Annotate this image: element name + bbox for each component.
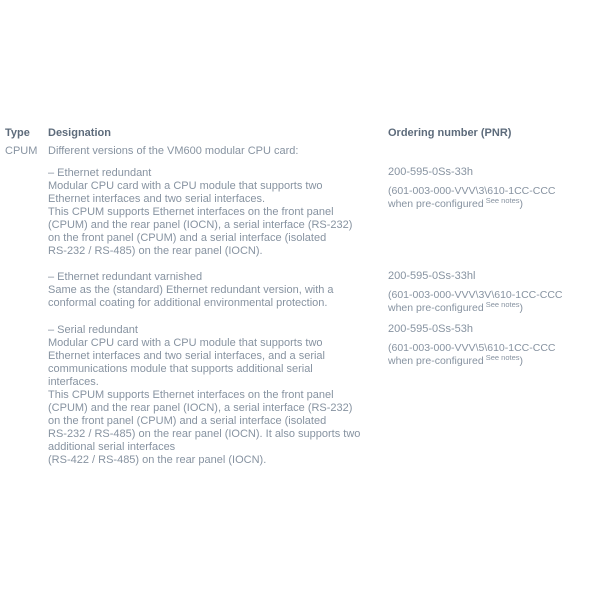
entry-text-line: conformal coating for additional environmental protection. — [48, 297, 328, 309]
preconfig-line2 — [388, 302, 598, 315]
entry-text-line: Modular CPU card with a CPU module that supports two — [48, 180, 323, 192]
preconfig-line1: (601-003-000-VVV\5\610-1CC-CCC — [388, 342, 556, 354]
pnr-preconfigured — [388, 342, 598, 367]
entry-text-line: (RS-422 / RS-485) on the rear panel (IOCN). — [48, 454, 267, 466]
entry-title: – Serial redundant — [48, 324, 138, 336]
column-header-designation: Designation — [48, 127, 111, 139]
column-header-ordering: Ordering number (PNR) — [388, 127, 512, 139]
pnr-value: 200-595-0Ss-33h — [388, 166, 474, 178]
entry-text-line: RS-232 / RS-485) on the rear panel (IOCN). — [48, 245, 263, 257]
entry-text-line: on the front panel (CPUM) and a serial interface (isolated — [48, 415, 327, 427]
entry-text-line: interfaces. — [48, 376, 99, 388]
entry-title: – Ethernet redundant — [48, 167, 152, 179]
entry-text-line: Ethernet interfaces and two serial interfaces, and a serial — [48, 350, 325, 362]
preconfig-close-paren: ) — [519, 354, 524, 367]
preconfig-line1: (601-003-000-VVV\3V\610-1CC-CCC — [388, 289, 563, 301]
preconfig-line1: (601-003-000-VVV\3\610-1CC-CCC — [388, 185, 556, 197]
entry-ordering — [388, 166, 598, 210]
preconfig-text: when pre-configured — [388, 197, 484, 210]
pnr-value: 200-595-0Ss-33hl — [388, 270, 476, 282]
entry-text-line: communications module that supports additional serial — [48, 363, 313, 375]
preconfig-line2 — [388, 355, 598, 368]
entry-text-line: on the front panel (CPUM) and a serial interface (isolated — [48, 232, 327, 244]
row-intro-text: Different versions of the VM600 modular CPU card: — [48, 145, 299, 157]
preconfig-text: when pre-configured — [388, 301, 484, 314]
entry-text-line: This CPUM supports Ethernet interfaces on the front panel — [48, 206, 334, 218]
entry-text-line: This CPUM supports Ethernet interfaces on the front panel — [48, 389, 334, 401]
pnr-value: 200-595-0Ss-53h — [388, 323, 474, 335]
preconfig-close-paren: ) — [519, 197, 524, 210]
see-notes-superscript: See notes — [485, 300, 520, 309]
column-header-type: Type — [5, 127, 30, 139]
type-value: CPUM — [5, 145, 38, 157]
preconfig-line2 — [388, 198, 598, 211]
entry-text-line: Same as the (standard) Ethernet redundant version, with a — [48, 284, 334, 296]
entry-text-line: additional serial interfaces — [48, 441, 176, 453]
entry-text-line: (CPUM) and the rear panel (IOCN), a serial interface (RS-232) — [48, 219, 353, 231]
entry-text-line: (CPUM) and the rear panel (IOCN), a serial interface (RS-232) — [48, 402, 353, 414]
see-notes-superscript: See notes — [485, 353, 520, 362]
entry-text-line: Modular CPU card with a CPU module that supports two — [48, 337, 323, 349]
entry-designation — [48, 167, 393, 258]
see-notes-superscript: See notes — [485, 196, 520, 205]
entry-designation — [48, 271, 393, 310]
entry-ordering — [388, 323, 598, 367]
pnr-preconfigured — [388, 185, 598, 210]
entry-text-line: RS-232 / RS-485) on the rear panel (IOCN). It also supports two — [48, 428, 361, 440]
entry-ordering — [388, 270, 598, 314]
preconfig-text: when pre-configured — [388, 354, 484, 367]
entry-title: – Ethernet redundant varnished — [48, 271, 203, 283]
pnr-preconfigured — [388, 289, 598, 314]
entry-designation — [48, 324, 393, 467]
preconfig-close-paren: ) — [519, 301, 524, 314]
entry-text-line: Ethernet interfaces and two serial interfaces. — [48, 193, 266, 205]
